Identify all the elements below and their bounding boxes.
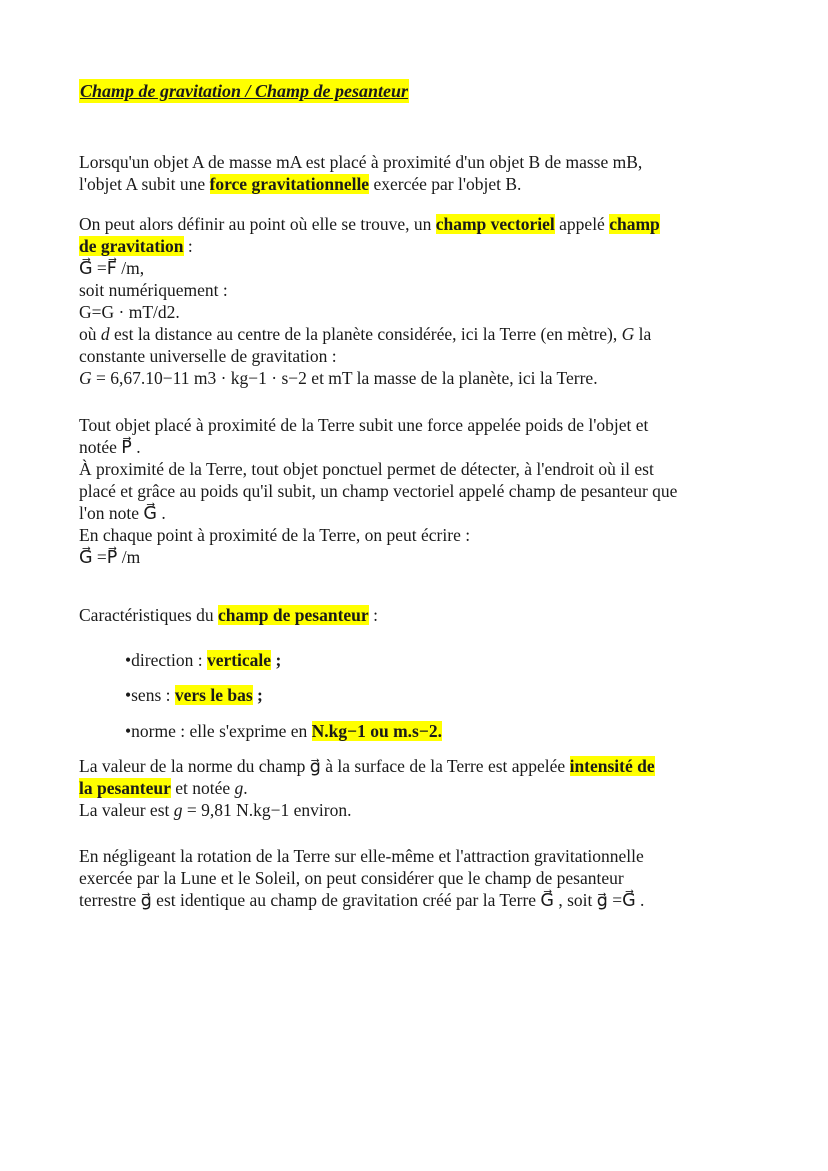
conclusion-line-3: terrestre g⃗ est identique au champ de gravitation créé par la Terre G⃗ , soit g⃗ =G⃗ . — [79, 890, 645, 910]
paragraph-conclusion — [79, 845, 769, 911]
intensite-valeur: La valeur est g = 9,81 N.kg−1 environ. — [79, 800, 352, 820]
page-title: Champ de gravitation / Champ de pesanteur — [80, 81, 409, 101]
conclusion-line-2: exercée par la Lune et le Soleil, on peut considérer que le champ de pesanteur — [79, 868, 624, 888]
paragraph-intensite — [79, 755, 769, 821]
highlight-champ-de-pesanteur: champ de pesanteur — [217, 605, 369, 625]
poids-line-2: notée P⃗ . — [79, 437, 141, 457]
gravitation-line-4: soit numériquement : — [79, 280, 228, 300]
highlight-de-gravitation: de gravitation — [79, 236, 184, 256]
highlight-champ-vectoriel: champ vectoriel — [435, 214, 555, 234]
poids-line-1: Tout objet placé à proximité de la Terre subit une force appelée poids de l'objet et — [79, 415, 649, 435]
paragraph-champ-gravitation — [79, 213, 769, 389]
intro-line-1: Lorsqu'un objet A de masse mA est placé à proximité d'un objet B de masse mB, — [79, 152, 643, 172]
highlight-verticale: verticale — [206, 650, 272, 670]
formula-g-p-m: G⃗ =P⃗ /m — [79, 547, 141, 567]
poids-line-5: l'on note G⃗ . — [79, 503, 166, 523]
highlight-intensite-de: intensité de — [569, 756, 655, 776]
intensite-line-2: la pesanteur et notée g. — [79, 778, 248, 798]
gravitation-line-2: de gravitation : — [79, 236, 193, 256]
highlight-la-pesanteur: la pesanteur — [79, 778, 171, 798]
list-item-norme: •norme : elle s'exprime en N.kg−1 ou m.s−2. — [125, 721, 442, 741]
formula-g-f-m: G⃗ =F⃗ /m, — [79, 258, 145, 278]
poids-line-4: placé et grâce au poids qu'il subit, un champ vectoriel appelé champ de pesanteur que — [79, 481, 678, 501]
highlight-vers-le-bas: vers le bas — [174, 685, 253, 705]
list-item-direction: •direction : verticale ; — [125, 650, 282, 670]
highlight-force-gravitationnelle: force gravitationnelle — [209, 174, 370, 194]
formula-g-numerique: G=G · mT/d2. — [79, 302, 180, 322]
intro-line-2: l'objet A subit une force gravitationnelle exercée par l'objet B. — [79, 174, 522, 194]
caracteristiques-heading: Caractéristiques du champ de pesanteur : — [79, 605, 378, 625]
formula-constante-g: G = 6,67.10−11 m3 · kg−1 · s−2 et mT la masse de la planète, ici la Terre. — [79, 368, 598, 388]
poids-line-3: À proximité de la Terre, tout objet ponctuel permet de détecter, à l'endroit où il est — [79, 459, 654, 479]
gravitation-line-1: On peut alors définir au point où elle se trouve, un champ vectoriel appelé champ — [79, 214, 660, 234]
paragraph-poids — [79, 414, 769, 568]
paragraph-intro — [79, 151, 769, 195]
gravitation-line-6: où d est la distance au centre de la planète considérée, ici la Terre (en mètre), G la — [79, 324, 652, 344]
intensite-line-1: La valeur de la norme du champ g⃗ à la surface de la Terre est appelée intensité de — [79, 756, 655, 776]
highlight-champ: champ — [609, 214, 660, 234]
gravitation-line-7: constante universelle de gravitation : — [79, 346, 337, 366]
conclusion-line-1: En négligeant la rotation de la Terre sur elle-même et l'attraction gravitationnelle — [79, 846, 644, 866]
poids-line-6: En chaque point à proximité de la Terre, on peut écrire : — [79, 525, 471, 545]
highlight-unite-norme: N.kg−1 ou m.s−2. — [311, 721, 442, 741]
list-item-sens: •sens : vers le bas ; — [125, 685, 263, 705]
